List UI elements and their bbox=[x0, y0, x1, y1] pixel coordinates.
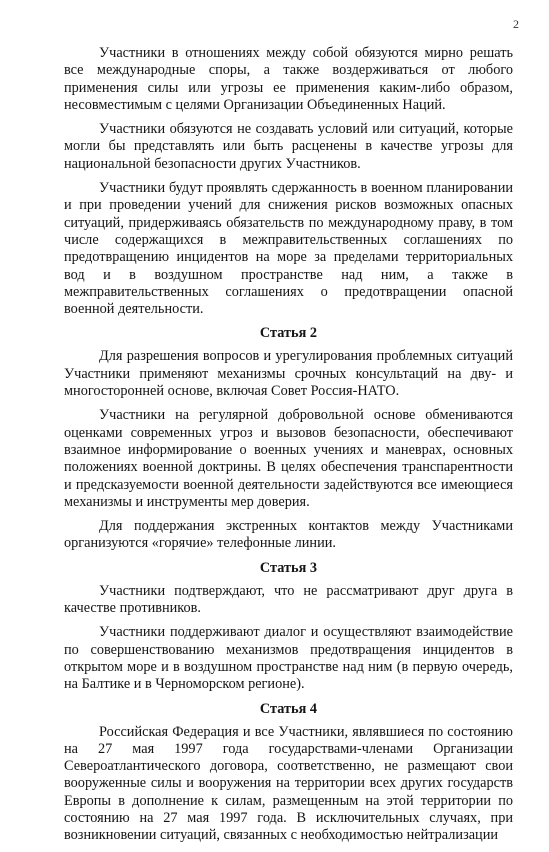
article-4-heading: Статья 4 bbox=[259, 700, 318, 717]
document-body bbox=[64, 45, 513, 852]
paragraph: Участники подтверждают, что не рассматривают друг друга в качестве противников. bbox=[64, 582, 513, 617]
page-number: 2 bbox=[513, 17, 519, 31]
paragraph: Участники в отношениях между собой обязуются мирно решать все международные споры, а также воздерживаться от любого применения силы или угрозы ее применения каким-либо образом, несовместимым с целями Организации Объединенных Наций. bbox=[64, 45, 513, 113]
article-3-heading: Статья 3 bbox=[259, 559, 318, 576]
paragraph: Участники обязуются не создавать условий или ситуаций, которые могли бы представлять или быть расценены в качестве угрозы для национальной безопасности других Участников. bbox=[64, 121, 513, 172]
paragraph: Участники на регулярной добровольной основе обмениваются оценками современных угроз и вызовов безопасности, обеспечивают взаимное информирование о военных учениях и маневрах, основных положениях военной доктрины. В целях обеспечения транспарентности и предсказуемости военной деятельности задействуются все имеющиеся механизмы и инструменты мер доверия. bbox=[64, 407, 513, 510]
paragraph: Российская Федерация и все Участники, являвшиеся по состоянию на 27 мая 1997 года государствами-членами Организации Североатлантического договора, соответственно, не размещают свои вооруженные силы и вооружения на территории всех других государств Европы в дополнение к силам, размещенным на этой территории по состоянию на 27 мая 1997 года. В исключительных случаях, при возникновении ситуаций, связанных с необходимостью нейтрализации bbox=[64, 723, 513, 844]
paragraph: Участники будут проявлять сдержанность в военном планировании и при проведении учений для снижения рисков возможных опасных ситуаций, придерживаясь обязательств по международному праву, в том числе содержащихся в межправительственных соглашениях по предотвращению инцидентов на море за пределами территориальных вод и в воздушном пространстве над ним, а также в межправительственных соглашениях о предотвращении опасной военной деятельности. bbox=[64, 180, 513, 318]
paragraph: Участники поддерживают диалог и осуществляют взаимодействие по совершенствованию механизмов предотвращения инцидентов в открытом море и в воздушном пространстве над ним (в первую очередь, на Балтике и в Черноморском регионе). bbox=[64, 624, 513, 693]
article-2-heading: Статья 2 bbox=[259, 325, 318, 342]
paragraph: Для поддержания экстренных контактов между Участниками организуются «горячие» телефонные линии. bbox=[64, 518, 513, 552]
paragraph: Для разрешения вопросов и урегулирования проблемных ситуаций Участники применяют механизмы срочных консультаций на дву- и многосторонней основе, включая Совет Россия-НАТО. bbox=[64, 348, 513, 400]
